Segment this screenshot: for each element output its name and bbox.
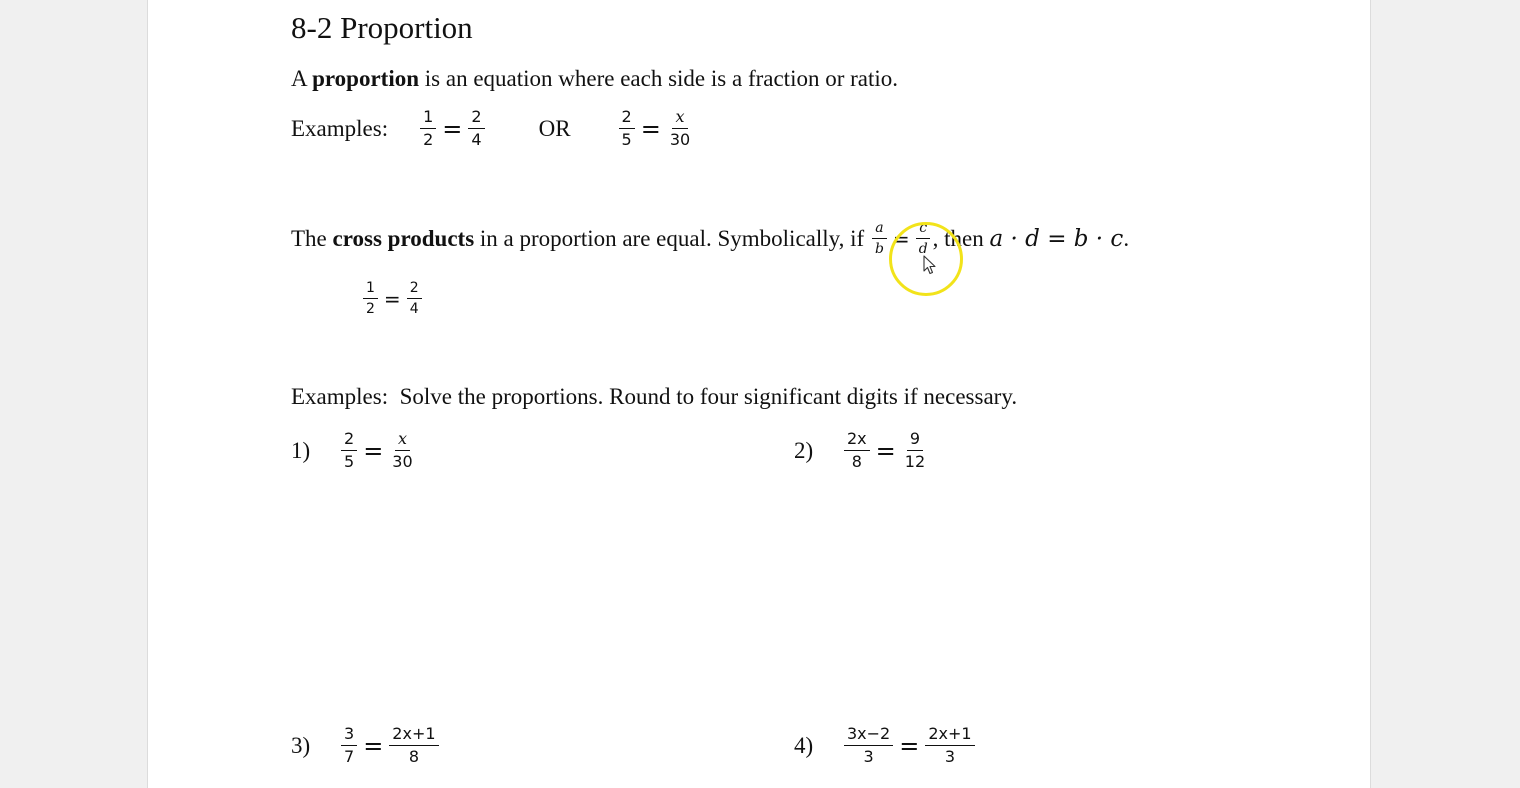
fraction — [389, 430, 415, 472]
denominator: 5 — [344, 452, 355, 472]
equals-sign: = — [442, 114, 463, 143]
denominator: d — [918, 241, 928, 258]
fraction — [902, 430, 928, 472]
cross-end: . — [1123, 225, 1130, 251]
numerator: 3x−2 — [844, 725, 893, 746]
cross-then: , then — [932, 225, 990, 251]
examples-label: Examples: — [291, 115, 389, 141]
definition-post: is an equation where each side is a fraction or ratio. — [419, 66, 899, 91]
numerator: 9 — [907, 430, 923, 451]
equals-sign: = — [875, 436, 896, 465]
fraction — [341, 725, 357, 767]
denominator: 8 — [851, 452, 862, 472]
fraction — [925, 725, 974, 767]
equals-sign: = — [363, 731, 384, 760]
mouse-pointer-icon — [923, 255, 937, 280]
fraction — [389, 725, 438, 767]
cross-pre: The — [291, 225, 333, 251]
denominator: 5 — [621, 130, 632, 150]
fraction — [872, 220, 887, 257]
numerator: 2 — [619, 108, 635, 129]
cross-mid: in a proportion are equal. Symbolically, if — [474, 225, 870, 251]
or-label: OR — [538, 115, 571, 141]
numerator: 2 — [468, 108, 484, 129]
denominator: 3 — [944, 747, 956, 767]
problem-label: 1) — [291, 437, 311, 463]
page-title: 8-2 Proportion — [291, 10, 473, 45]
denominator: 30 — [669, 130, 691, 150]
problem-4 — [794, 725, 977, 767]
numerator: x — [395, 430, 410, 451]
problem-label: 3) — [291, 732, 311, 758]
equals-sign: = — [640, 114, 661, 143]
problem-1 — [291, 430, 418, 472]
denominator: 7 — [344, 747, 355, 767]
problem-2 — [794, 430, 930, 472]
equals-sign: = — [383, 286, 401, 311]
problem-label: 2) — [794, 437, 814, 463]
equals-sign: = — [363, 436, 384, 465]
denominator: 2 — [423, 130, 434, 150]
fraction — [844, 430, 870, 472]
numerator: 1 — [420, 108, 436, 129]
solve-heading: Examples: Solve the proportions. Round to four significant digits if necessary. — [291, 384, 1018, 409]
fraction — [844, 725, 893, 767]
definition-term: proportion — [312, 66, 420, 91]
problem-3 — [291, 725, 441, 767]
numerator: 2 — [407, 280, 422, 299]
denominator: 3 — [863, 747, 874, 767]
examples-intro — [291, 108, 695, 150]
example-2-equation — [617, 108, 696, 150]
numerator: 1 — [363, 280, 378, 299]
cross-rule: a · d = b · c — [989, 225, 1124, 252]
denominator: 12 — [904, 452, 926, 472]
cross-example-equation — [361, 280, 424, 317]
numerator: 2 — [341, 430, 357, 451]
definition-pre: A — [291, 66, 313, 91]
numerator: 2x+1 — [925, 725, 974, 746]
fraction — [619, 108, 635, 150]
cross-products-statement — [291, 220, 1129, 257]
fraction — [468, 108, 484, 150]
example-1-equation — [418, 108, 486, 150]
fraction — [420, 108, 436, 150]
equals-sign: = — [899, 731, 920, 760]
numerator: 2x — [844, 430, 870, 451]
denominator: 4 — [409, 301, 419, 318]
denominator: 4 — [471, 130, 482, 150]
numerator: c — [916, 220, 930, 239]
numerator: 2x+1 — [389, 725, 438, 746]
denominator: 30 — [392, 452, 413, 472]
denominator: 2 — [366, 301, 375, 318]
denominator: b — [874, 241, 884, 258]
numerator: a — [872, 220, 886, 239]
numerator: 3 — [341, 725, 357, 746]
numerator: x — [672, 108, 687, 129]
cross-term: cross products — [332, 225, 475, 251]
fraction — [341, 430, 357, 472]
problem-label: 4) — [794, 732, 814, 758]
fraction — [667, 108, 693, 150]
fraction — [363, 280, 378, 317]
fraction — [407, 280, 422, 317]
denominator: 8 — [408, 747, 419, 767]
equals-sign: = — [892, 226, 910, 251]
proportion-definition — [291, 66, 898, 92]
